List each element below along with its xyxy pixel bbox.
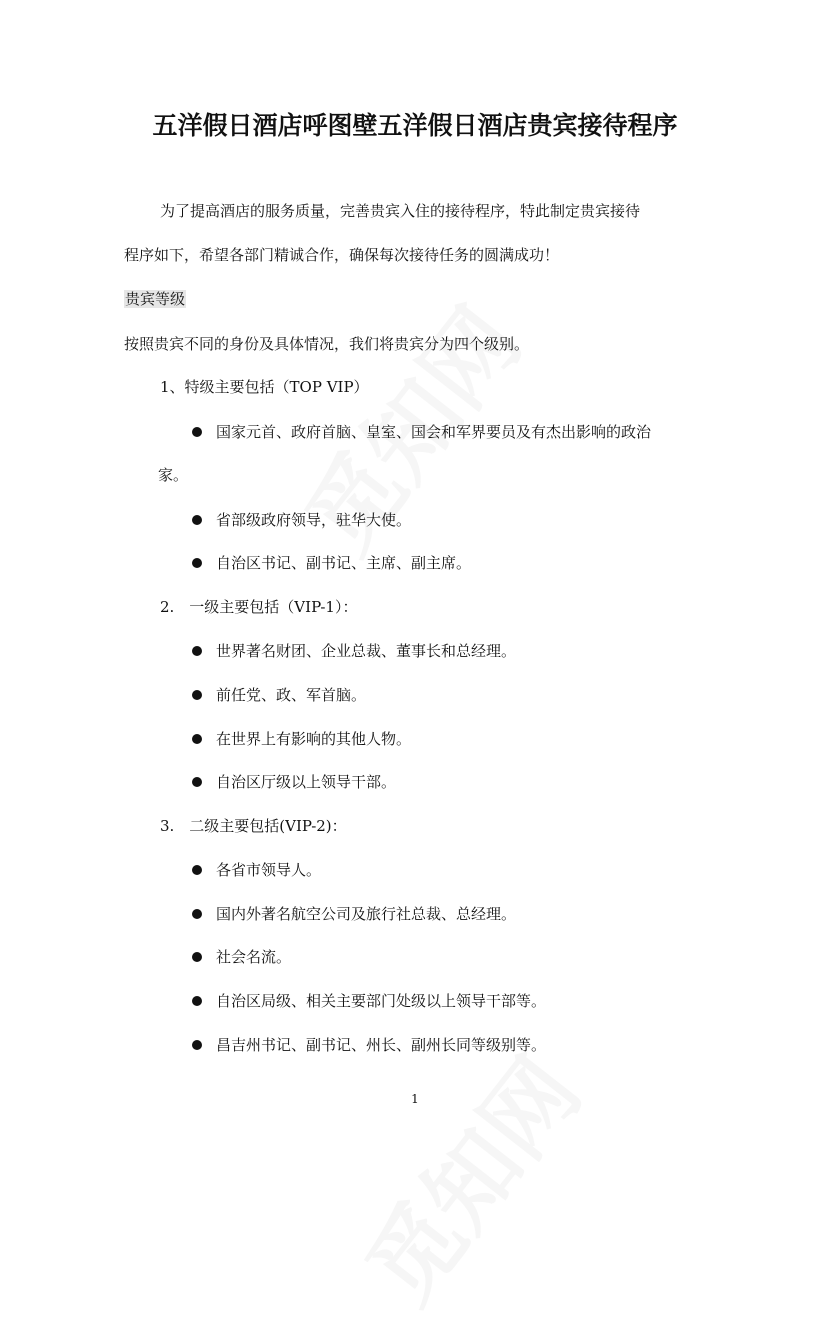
list-item [192, 728, 411, 750]
list-item [192, 684, 366, 706]
bullet-icon [192, 1040, 202, 1050]
list-item [192, 859, 321, 881]
list-item-text: 前任党、政、军首脑。 [216, 686, 367, 704]
bullet-icon [192, 734, 202, 744]
bullet-icon [192, 865, 202, 875]
bullet-icon [192, 909, 202, 919]
intro-line-1: 为了提高酒店的服务质量，完善贵宾入住的接待程序，特此制定贵宾接待 [160, 202, 641, 220]
bullet-icon [192, 515, 202, 525]
bullet-icon [192, 690, 202, 700]
list-item [192, 509, 411, 531]
list-item [192, 903, 516, 925]
page-number: 1 [411, 1092, 419, 1106]
bullet-icon [192, 996, 202, 1006]
list-item-text: 国内外著名航空公司及旅行社总裁、总经理。 [216, 905, 517, 923]
section-heading-text: 贵宾等级 [125, 290, 186, 308]
level-3-heading: 3. 二级主要包括(VIP-2)： [160, 817, 347, 835]
list-item [192, 946, 291, 968]
list-item-text: 自治区书记、副书记、主席、副主席。 [216, 554, 472, 572]
list-item [192, 421, 651, 443]
intro-line-2: 程序如下，希望各部门精诚合作，确保每次接待任务的圆满成功！ [124, 246, 560, 264]
list-item [192, 640, 516, 662]
bullet-icon [192, 558, 202, 568]
list-item-continuation: 家。 [158, 466, 189, 484]
section-heading [124, 288, 186, 310]
level-1-heading: 1、特级主要包括（TOP VIP） [160, 378, 369, 396]
list-item [192, 552, 471, 574]
section-intro: 按照贵宾不同的身份及具体情况，我们将贵宾分为四个级别。 [124, 335, 530, 353]
bullet-icon [192, 646, 202, 656]
bullet-icon [192, 777, 202, 787]
document-title: 五洋假日酒店呼图壁五洋假日酒店贵宾接待程序 [152, 111, 678, 140]
list-item-text: 昌吉州书记、副书记、州长、副州长同等级别等。 [216, 1036, 547, 1054]
list-item-text: 省部级政府领导，驻华大使。 [216, 511, 412, 529]
list-item-text: 自治区厅级以上领导干部。 [216, 773, 397, 791]
list-item [192, 1034, 546, 1056]
list-item [192, 771, 396, 793]
list-item [192, 990, 546, 1012]
list-item-text: 各省市领导人。 [216, 861, 322, 879]
bullet-icon [192, 427, 202, 437]
list-item-text: 世界著名财团、企业总裁、董事长和总经理。 [216, 642, 517, 660]
list-item-text: 社会名流。 [216, 948, 292, 966]
list-item-text: 自治区局级、相关主要部门处级以上领导干部等。 [216, 992, 547, 1010]
level-2-heading: 2. 一级主要包括（VIP-1）： [160, 598, 358, 616]
list-item-text: 国家元首、政府首脑、皇室、国会和军界要员及有杰出影响的政治 [216, 423, 652, 441]
bullet-icon [192, 952, 202, 962]
list-item-text: 在世界上有影响的其他人物。 [216, 730, 412, 748]
